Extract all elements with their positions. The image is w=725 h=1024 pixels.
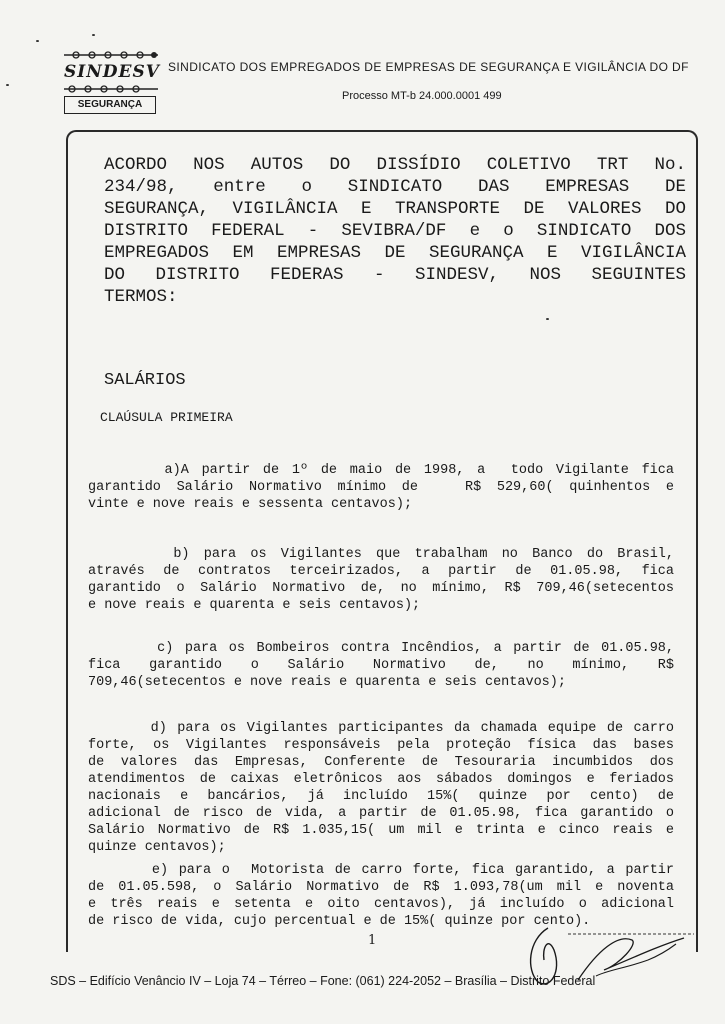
paragraph-line: garantido o Salário Normativo de, no mínimo, R$ 709,46(setecentos bbox=[88, 581, 674, 596]
paragraph-line: através de contratos terceirizados, a partir de 01.05.98, fica bbox=[88, 564, 674, 579]
agreement-heading bbox=[104, 154, 686, 308]
paragraph-line: nacionais e bancários, já incluído 15%( quinze por cento) de bbox=[88, 789, 674, 804]
paragraph-line: adicional de risco de vida, a partir de 01.05.98, fica garantido o bbox=[88, 806, 674, 821]
paragraph-line: garantido Salário Normativo mínimo de R$ 529,60( quinhentos e bbox=[88, 480, 674, 495]
heading-line: DO DISTRITO FEDERAS - SINDESV, NOS SEGUINTES bbox=[104, 265, 686, 285]
process-number: Processo MT-b 24.000.0001 499 bbox=[342, 90, 502, 102]
paragraph-line: atendimentos de caixas eletrônicos aos sábados domingos e feriados bbox=[88, 772, 674, 787]
heading-line: DISTRITO FEDERAL - SEVIBRA/DF e o SINDICATO DOS bbox=[104, 221, 686, 241]
paragraph-line: de risco de vida, cujo percentual e de 15%( quinze por cento). bbox=[88, 914, 591, 929]
paragraph-line: a)A partir de 1º de maio de 1998, a todo Vigilante fica bbox=[88, 463, 674, 478]
scan-speck bbox=[6, 84, 9, 86]
union-logo bbox=[62, 46, 160, 116]
logo-chain-bottom bbox=[62, 84, 160, 94]
paragraph-line: b) para os Vigilantes que trabalham no Banco do Brasil, bbox=[88, 547, 674, 562]
organization-name: SINDICATO DOS EMPREGADOS DE EMPRESAS DE SEGURANÇA E VIGILÂNCIA DO DF bbox=[168, 60, 689, 74]
paragraph-c bbox=[88, 640, 674, 691]
paragraph-line: fica garantido o Salário Normativo de, no mínimo, R$ bbox=[88, 658, 674, 673]
clause-title: CLAÚSULA PRIMEIRA bbox=[100, 410, 233, 425]
paragraph-line: quinze centavos); bbox=[88, 840, 226, 855]
logo-subtitle: SEGURANÇA bbox=[64, 96, 156, 114]
paragraph-d bbox=[88, 720, 674, 856]
logo-chain-top bbox=[62, 50, 160, 60]
paragraph-line: c) para os Bombeiros contra Incêndios, a partir de 01.05.98, bbox=[88, 641, 674, 656]
paragraph-line: e) para o Motorista de carro forte, fica garantido, a partir bbox=[88, 863, 674, 878]
page-number: 1 bbox=[368, 933, 377, 948]
heading-line: 234/98, entre o SINDICATO DAS EMPRESAS DE bbox=[104, 177, 686, 197]
footer-address: SDS – Edifício Venâncio IV – Loja 74 – Térreo – Fone: (061) 224-2052 – Brasília – Distrito Federal bbox=[50, 974, 596, 988]
scan-speck bbox=[92, 34, 95, 36]
paragraph-line: d) para os Vigilantes participantes da chamada equipe de carro bbox=[88, 721, 674, 736]
paragraph-line: e nove reais e quarenta e seis centavos); bbox=[88, 598, 421, 613]
paragraph-line: e três reais e setenta e oito centavos), já incluído o adicional bbox=[88, 897, 674, 912]
paragraph-line: de valores das Empresas, Conferente de Tesouraria incumbidos dos bbox=[88, 755, 674, 770]
heading-line: EMPREGADOS EM EMPRESAS DE SEGURANÇA E VIGILÂNCIA bbox=[104, 243, 686, 263]
paragraph-line: de 01.05.598, o Salário Normativo de R$ 1.093,78(um mil e noventa bbox=[88, 880, 674, 895]
paragraph-a bbox=[88, 462, 674, 513]
heading-line: SEGURANÇA, VIGILÂNCIA E TRANSPORTE DE VALORES DO bbox=[104, 199, 686, 219]
paragraph-line: 709,46(setecentos e nove reais e quarenta e seis centavos); bbox=[88, 675, 566, 690]
paragraph-b bbox=[88, 546, 674, 614]
section-title: SALÁRIOS bbox=[104, 371, 186, 390]
scan-speck bbox=[36, 40, 39, 42]
paragraph-line: vinte e nove reais e sessenta centavos); bbox=[88, 497, 413, 512]
heading-line: ACORDO NOS AUTOS DO DISSÍDIO COLETIVO TRT No. bbox=[104, 155, 686, 175]
heading-line: TERMOS: bbox=[104, 287, 178, 307]
paragraph-line: Salário Normativo de R$ 1.035,15( um mil e trinta e cinco reais e bbox=[88, 823, 674, 838]
paragraph-line: forte, os Vigilantes responsáveis pela proteção física das bases bbox=[88, 738, 674, 753]
logo-name: SINDESV bbox=[64, 62, 160, 82]
